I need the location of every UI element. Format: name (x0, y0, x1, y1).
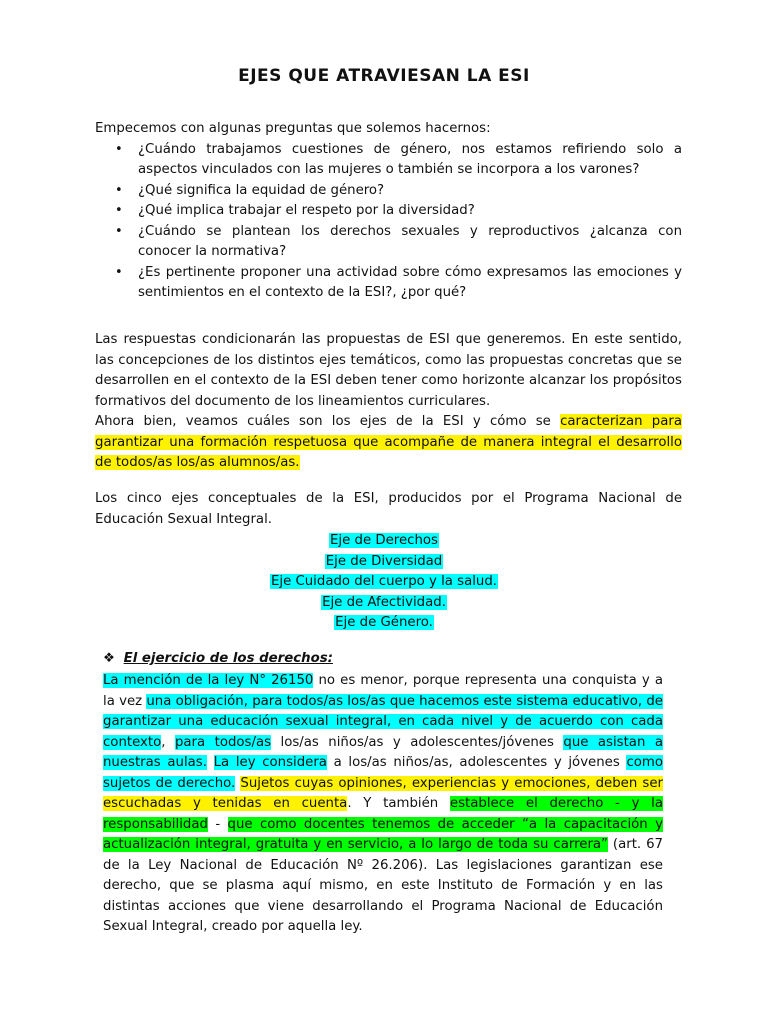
axis-label: Eje de Género. (335, 615, 433, 630)
section-heading-text: El ejercicio de los derechos: (123, 651, 333, 666)
rights-text-6: los/as niños/as y adolescentes/jóvenes (271, 734, 564, 750)
rights-hl-5: para todos/as (174, 734, 272, 750)
axis-item (0, 531, 768, 552)
rights-hl-3: una obligación, para todos/as los/as que hacemos este sistema educativo, de garantizar una educación sexual integral, en cada nivel y de acuerdo con cada contexto (103, 693, 663, 750)
rights-hl-13: Sujetos cuyas opiniones, experiencias y emociones, deben ser escuchadas y tenidas en cuenta (103, 775, 663, 811)
question-item: • ¿Qué implica trabajar el respeto por la diversidad? (95, 201, 682, 222)
question-item: • ¿Qué significa la equidad de género? (95, 181, 682, 202)
intro-block (95, 119, 682, 304)
rights-text-16: - (207, 816, 228, 832)
axis-label: Eje de Derechos (330, 533, 438, 548)
rights-text-2: no es menor, porque representa una conquista y a la vez (103, 673, 663, 709)
rights-text-10: a los/as niños/as, adolescentes y jóvenes (326, 755, 627, 770)
rights-hl-1: La mención de la ley N° 26150 (103, 673, 314, 688)
responses-text: Las respuestas condicionarán las propuestas de ESI que generemos. En este sentido, las concepciones de los distintos ejes temáticos, como las propuestas concretas que se desarrollen en el contexto de la ESI deben tener como horizonte alcanzar los propósitos formativos del documento de los lineamientos curriculares. (95, 332, 682, 409)
axis-item (0, 572, 768, 593)
question-item: • ¿Es pertinente proponer una actividad sobre cómo expresamos las emociones y sentimientos en el contexto de la ESI?, ¿por qué? (95, 263, 682, 304)
rights-hl-9: La ley considera (213, 755, 327, 770)
axis-item (0, 552, 768, 573)
axis-item (0, 613, 768, 634)
question-item: • ¿Cuándo se plantean los derechos sexuales y reproductivos ¿alcanza con conocer la normativa? (95, 222, 682, 263)
rights-hl-15: establece el derecho - y la responsabilidad (103, 796, 663, 832)
axis-label: Eje de Diversidad (325, 553, 443, 569)
rights-section-body (103, 671, 663, 938)
diamond-bullet-icon: ❖ (103, 651, 115, 666)
question-item: • ¿Cuándo trabajamos cuestiones de género, nos estamos refiriendo solo a aspectos vinculados con las mujeres o también se incorpora a los varones? (95, 140, 682, 181)
axes-intro-plain: Ahora bien, veamos cuáles son los ejes de la ESI y cómo se (95, 414, 561, 429)
rights-hl-17: que como docentes tenemos de acceder “a la capacitación y actualización integral, gratuita y en servicio, a lo largo de toda su carrera” (103, 816, 663, 852)
rights-hl-7: que asistan a nuestras aulas. (103, 734, 663, 770)
document-title: EJES QUE ATRAVIESAN LA ESI (238, 66, 530, 86)
five-axes-paragraph: Los cinco ejes conceptuales de la ESI, producidos por el Programa Nacional de Educación Sexual Integral. (95, 491, 682, 527)
rights-text-14: . Y también (347, 796, 450, 811)
rights-text-8 (207, 755, 214, 770)
section-heading (103, 651, 333, 666)
axes-intro-highlight: caracterizan para garantizar una formación respetuosa que acompañe de manera integral el desarrollo de todos/as los/as alumnos/as. (95, 414, 682, 470)
axes-intro-text (95, 412, 682, 474)
rights-hl-11: como sujetos de derecho. (103, 755, 663, 791)
axis-label: Eje de Afectividad. (322, 594, 446, 610)
rights-text-18: (art. 67 de la Ley Nacional de Educación Nº 26.206). Las legislaciones garantizan ese derecho, que se plasma aquí mismo, en este Instituto de Formación y en las distintas acciones que viene desarrollando el Programa Nacional de Educación Sexual Integral, creado por aquella ley. (103, 837, 663, 934)
axis-label: Eje Cuidado del cuerpo y la salud. (270, 574, 498, 589)
question-list (95, 140, 682, 304)
rights-text-4: , (161, 734, 175, 750)
responses-paragraph (95, 330, 682, 474)
axis-item (0, 593, 768, 614)
intro-text: Empecemos con algunas preguntas que solemos hacernos: (95, 121, 491, 136)
axes-list (0, 531, 768, 634)
